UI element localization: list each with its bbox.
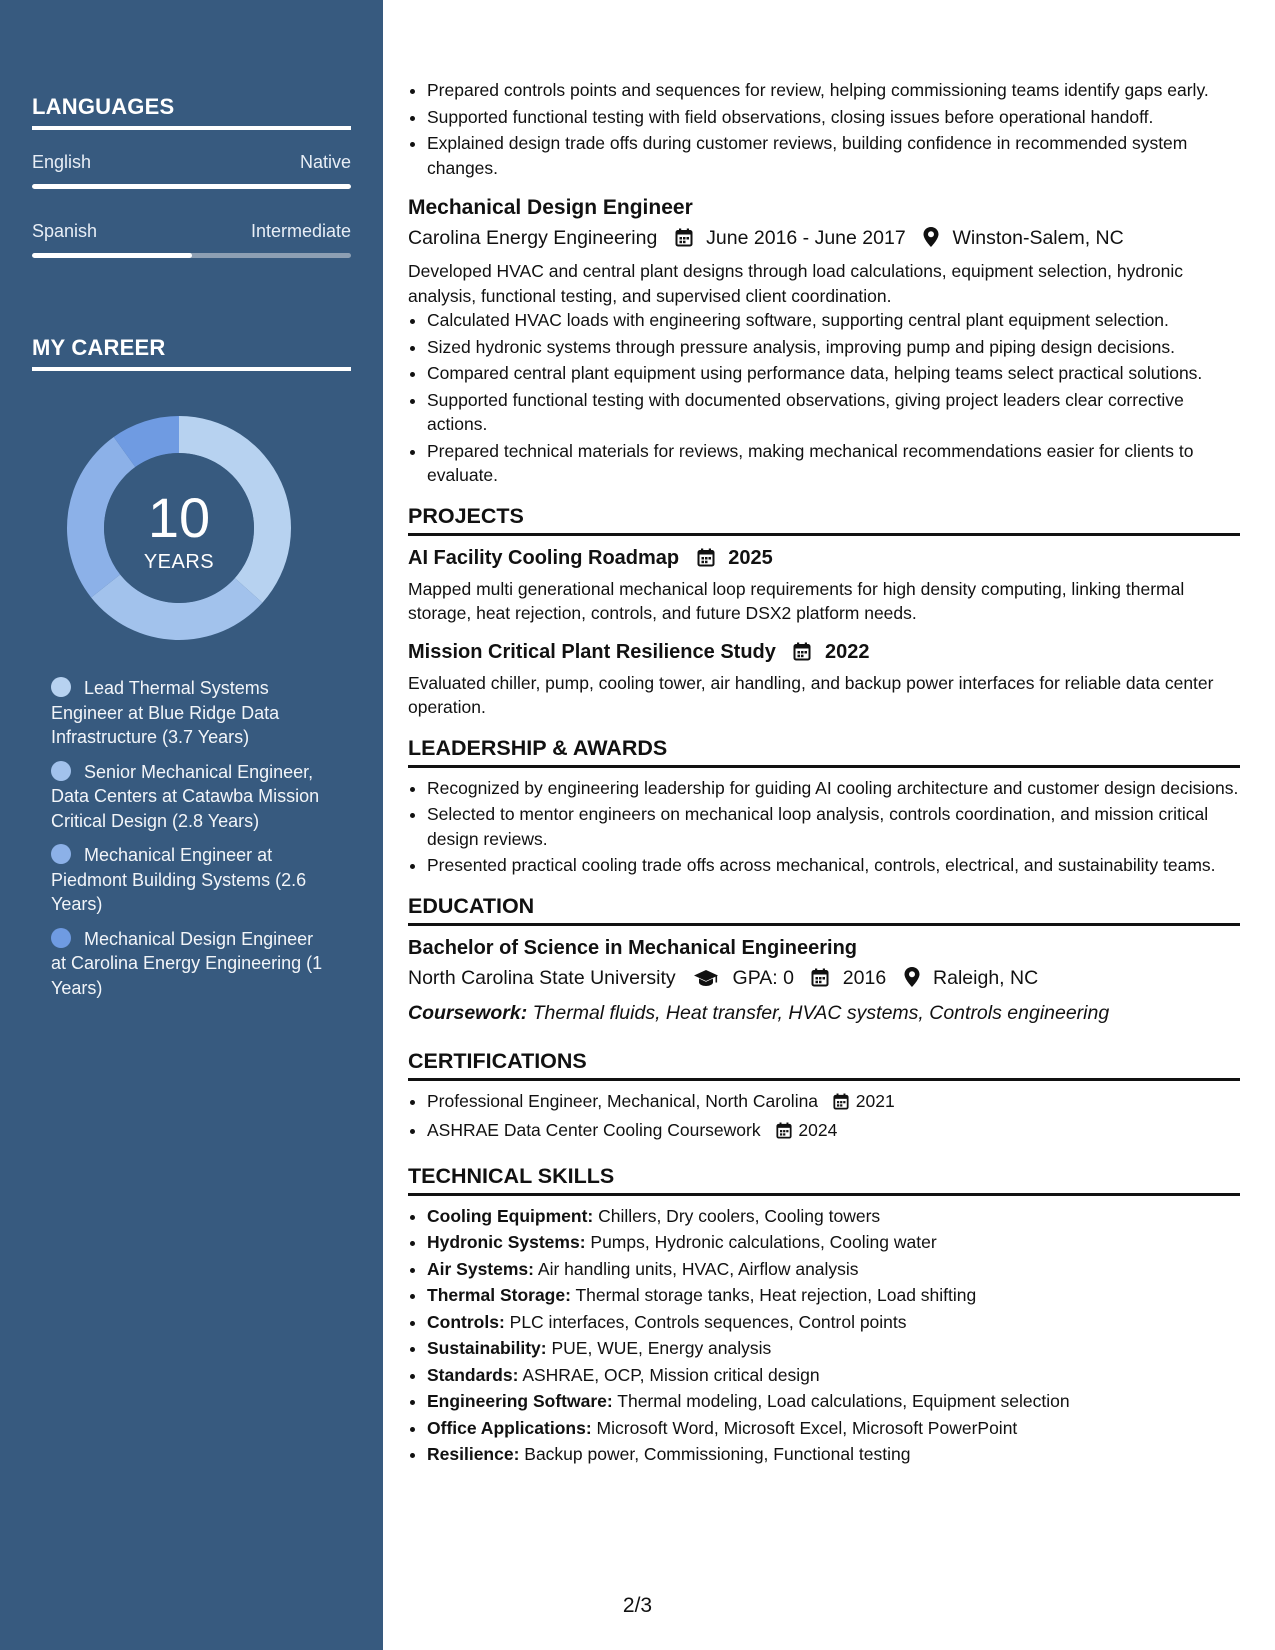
education-school: North Carolina State University: [408, 966, 676, 989]
career-item-text: Mechanical Design Engineer at Carolina Energy Engineering (1 Years): [51, 928, 323, 998]
skill-value: Chillers, Dry coolers, Cooling towers: [598, 1205, 881, 1226]
skill-label: Engineering Software:: [427, 1391, 613, 1411]
language-bar-english: [32, 184, 351, 189]
calendar-icon: [811, 967, 829, 995]
education-meta: [408, 964, 1240, 995]
job-dates: June 2016 - June 2017: [706, 227, 906, 249]
bullet-item: • Prepared technical materials for reviews, making mechanical recommendations easier for clients to evaluate.: [427, 439, 1240, 488]
job-company: Carolina Energy Engineering: [408, 227, 658, 249]
language-bar-spanish: [32, 253, 351, 258]
career-list: [51, 676, 331, 1010]
education-degree: Bachelor of Science in Mechanical Engineering: [408, 936, 858, 959]
language-bar-fill: [32, 184, 351, 189]
sidebar: [0, 0, 383, 1650]
career-dot-icon: [51, 677, 71, 697]
certification-name: ASHRAE Data Center Cooling Coursework: [427, 1120, 761, 1140]
calendar-icon: [697, 547, 715, 575]
skill-label: Thermal Storage:: [427, 1285, 571, 1305]
career-donut: [66, 415, 292, 641]
job-bullets: [408, 308, 1240, 488]
skills-heading: TECHNICAL SKILLS: [408, 1162, 1240, 1196]
bullet-item: • Presented practical cooling trade offs across mechanical, controls, electrical, and sustainability teams.: [427, 853, 1240, 878]
skill-item: [427, 1363, 1240, 1388]
graduation-cap-icon: [693, 967, 719, 995]
language-name: Spanish: [32, 221, 98, 241]
skill-label: Cooling Equipment:: [427, 1205, 594, 1226]
certification-name: Professional Engineer, Mechanical, North Carolina: [427, 1090, 819, 1111]
skill-item: [427, 1442, 1240, 1467]
skill-item: [427, 1336, 1240, 1361]
career-item-text: Lead Thermal Systems Engineer at Blue Ridge Data Infrastructure (3.7 Years): [51, 678, 280, 747]
skill-value: Pumps, Hydronic calculations, Cooling water: [590, 1232, 937, 1252]
calendar-icon: [793, 641, 811, 669]
map-pin-icon: [923, 227, 939, 255]
bullet-item: • Recognized by engineering leadership for guiding AI cooling architecture and customer design decisions.: [427, 776, 1240, 801]
education-coursework: [408, 999, 1240, 1027]
skill-label: Air Systems:: [427, 1258, 534, 1279]
experience-continued-bullets: [408, 78, 1240, 180]
skills-list: [408, 1204, 1240, 1467]
skill-item: [427, 1257, 1240, 1282]
skill-value: Air handling units, HVAC, Airflow analysis: [537, 1258, 859, 1279]
career-item-text: Senior Mechanical Engineer, Data Centers at Catawba Mission Critical Design (2.8 Years): [51, 761, 320, 831]
project-title-row: [408, 638, 1240, 669]
skill-item: [427, 1283, 1240, 1308]
certification-year: 2021: [855, 1090, 895, 1111]
career-item-text: Mechanical Engineer at Piedmont Building Systems (2.6 Years): [51, 845, 307, 914]
bullet-item: • Calculated HVAC loads with engineering software, supporting central plant equipment selection.: [427, 308, 1240, 333]
language-bar-fill: [32, 253, 192, 258]
skill-value: Thermal modeling, Load calculations, Equipment selection: [617, 1391, 1070, 1411]
education-heading: EDUCATION: [408, 892, 1240, 926]
bullet-item: • Prepared controls points and sequences for review, helping commissioning teams identify gaps early.: [427, 78, 1240, 103]
job-title: Mechanical Design Engineer: [408, 196, 693, 219]
skill-item: [427, 1389, 1240, 1414]
skill-label: Controls:: [427, 1311, 505, 1332]
project-description: Evaluated chiller, pump, cooling tower, air handling, and backup power interfaces for reliable data center operation.: [408, 672, 1214, 717]
career-item: [51, 760, 331, 834]
bullet-item: • Sized hydronic systems through pressure analysis, improving pump and piping design decisions.: [427, 335, 1240, 360]
calendar-icon: [833, 1092, 849, 1117]
skill-value: Backup power, Commissioning, Functional testing: [524, 1444, 911, 1464]
career-item: [51, 927, 331, 1001]
language-name: English: [32, 152, 92, 172]
skill-label: Resilience:: [427, 1444, 520, 1464]
bullet-item: • Explained design trade offs during customer reviews, building confidence in recommended system changes.: [427, 131, 1240, 180]
skill-item: [427, 1310, 1240, 1335]
skill-item: [427, 1204, 1240, 1229]
career-total-number: 10: [147, 486, 211, 549]
skill-value: PUE, WUE, Energy analysis: [551, 1338, 772, 1358]
skill-value: Thermal storage tanks, Heat rejection, Load shifting: [575, 1285, 977, 1305]
skill-label: Sustainability:: [427, 1338, 547, 1358]
career-dot-icon: [51, 844, 71, 864]
skill-item: [427, 1416, 1240, 1441]
career-item: [51, 843, 331, 917]
certifications-list: [408, 1089, 1240, 1146]
bullet-item: • Supported functional testing with field observations, closing issues before operational handoff.: [427, 105, 1240, 130]
bullet-item: • Selected to mentor engineers on mechanical loop analysis, controls coordination, and mission critical design reviews.: [427, 802, 1240, 851]
leadership-bullets: [408, 776, 1240, 878]
career-dot-icon: [51, 928, 71, 948]
languages-heading: LANGUAGES: [32, 94, 351, 130]
coursework-text: Thermal fluids, Heat transfer, HVAC systems, Controls engineering: [532, 1001, 1110, 1024]
skill-item: [427, 1230, 1240, 1255]
skill-label: Office Applications:: [427, 1417, 592, 1438]
project-description: Mapped multi generational mechanical loop requirements for high density computing, linking thermal storage, heat rejection, controls, and future DSX2 platform needs.: [408, 578, 1185, 623]
project-title-row: [408, 544, 1240, 575]
skill-value: Microsoft Word, Microsoft Excel, Microsoft PowerPoint: [596, 1417, 1018, 1438]
project-year: 2025: [728, 546, 773, 569]
certification-year: 2024: [798, 1120, 838, 1140]
certification-item: [427, 1118, 1240, 1146]
education-location: Raleigh, NC: [933, 966, 1039, 989]
project-year: 2022: [825, 640, 870, 663]
language-level: Native: [299, 152, 351, 172]
education-year: 2016: [842, 966, 887, 989]
skill-label: Standards:: [427, 1364, 519, 1385]
skill-label: Hydronic Systems:: [427, 1232, 586, 1252]
career-total-label: YEARS: [143, 551, 215, 573]
leadership-heading: LEADERSHIP & AWARDS: [408, 734, 1240, 768]
skill-value: ASHRAE, OCP, Mission critical design: [522, 1364, 820, 1385]
job-summary: Developed HVAC and central plant designs through load calculations, equipment selection, hydronic analysis, functional testing, and supervised client coordination.: [408, 261, 1184, 306]
bullet-item: • Compared central plant equipment using performance data, helping teams select practical solutions.: [427, 361, 1240, 386]
calendar-icon: [675, 227, 693, 255]
language-level: Intermediate: [250, 221, 351, 241]
skill-value: PLC interfaces, Controls sequences, Control points: [509, 1311, 907, 1332]
education-gpa: GPA: 0: [732, 966, 794, 989]
job-location: Winston-Salem, NC: [952, 227, 1124, 249]
career-heading: MY CAREER: [32, 335, 351, 371]
job-meta: [408, 224, 1240, 255]
map-pin-icon: [904, 967, 920, 995]
career-dot-icon: [51, 761, 71, 781]
certifications-heading: CERTIFICATIONS: [408, 1047, 1240, 1081]
main-content: [408, 78, 1240, 1469]
coursework-label: Coursework:: [408, 1001, 528, 1024]
project-title: AI Facility Cooling Roadmap: [408, 546, 680, 569]
page-number: 2/3: [622, 1594, 653, 1617]
calendar-icon: [776, 1121, 792, 1146]
bullet-item: • Supported functional testing with documented observations, giving project leaders clear corrective actions.: [427, 388, 1240, 437]
career-item: [51, 676, 331, 750]
certification-item: [427, 1089, 1240, 1117]
project-title: Mission Critical Plant Resilience Study: [408, 640, 776, 663]
projects-heading: PROJECTS: [408, 502, 1240, 536]
